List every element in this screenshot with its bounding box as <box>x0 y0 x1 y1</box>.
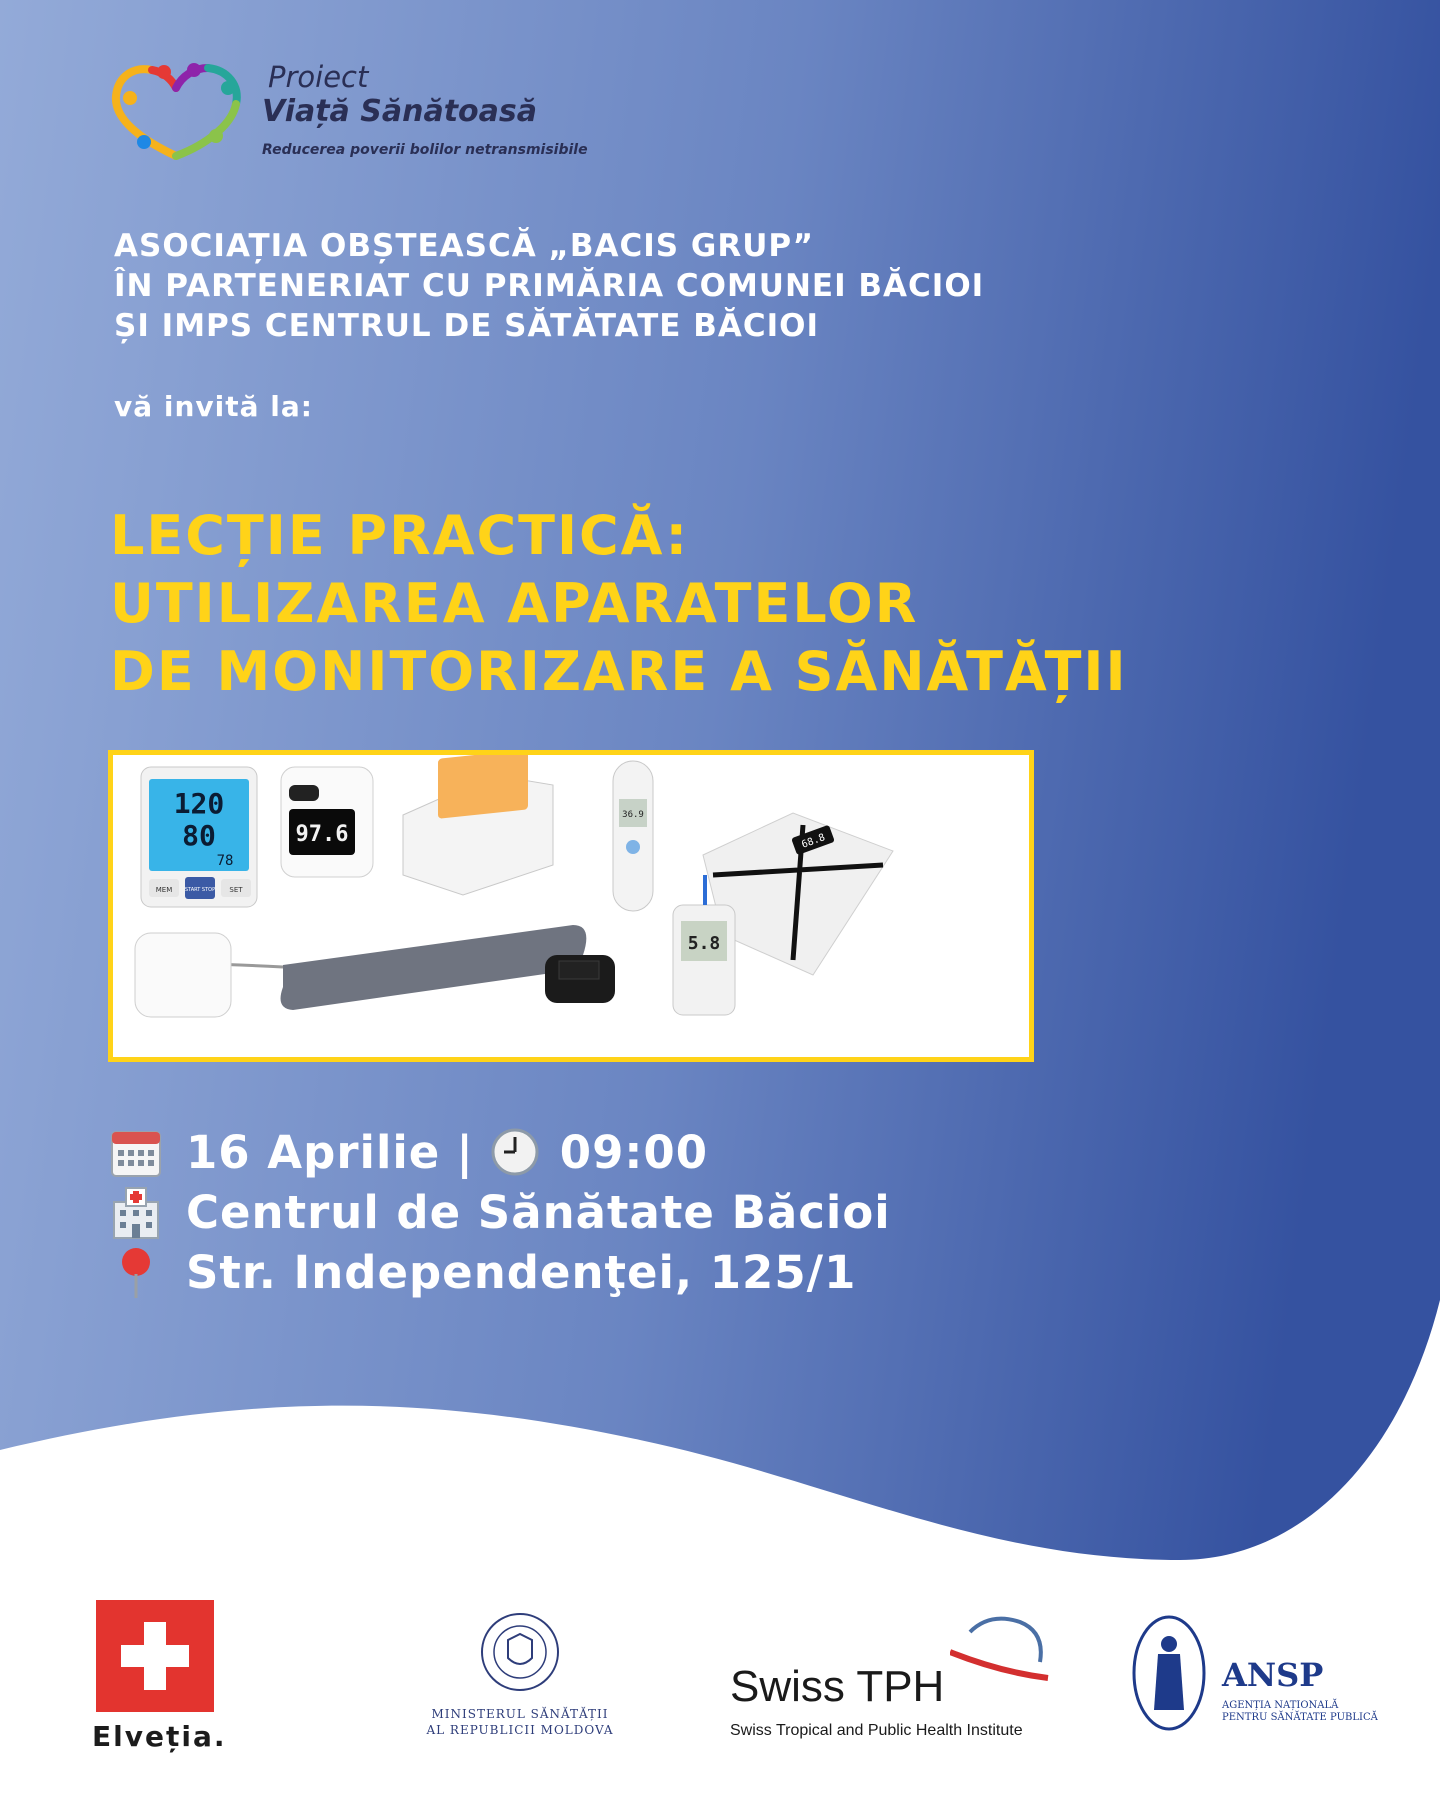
thermometer-reading: 97.6 <box>295 822 349 847</box>
pulse-oximeter-icon <box>545 955 615 1003</box>
bp-diastolic: 80 <box>182 819 216 852</box>
ministry-seal-icon <box>478 1610 562 1694</box>
pin-icon <box>108 1244 164 1300</box>
event-venue <box>108 1184 891 1240</box>
swiss-tph-title: Swiss TPH <box>730 1662 945 1711</box>
organizer-line: ASOCIAȚIA OBȘTEASCĂ „BACIS GRUP” <box>114 228 815 264</box>
logo-subtitle: Reducerea poverii bolilor netransmisibile <box>262 142 588 158</box>
clock-icon <box>490 1127 540 1177</box>
ear-thermo-reading: 36.9 <box>622 810 644 820</box>
calendar-icon <box>108 1124 164 1180</box>
scale-reading: 68.8 <box>800 832 827 851</box>
bp-button-set: SET <box>229 886 243 894</box>
ansp-line2: PENTRU SĂNĂTATE PUBLICĂ <box>1222 1712 1378 1723</box>
organizer-line: ȘI IMPS CENTRUL DE SĂTĂTATE BĂCIOI <box>114 308 820 344</box>
logo-title-line2: Viață Sănătoasă <box>262 94 537 129</box>
ansp-emblem-icon <box>1132 1614 1206 1732</box>
bp-systolic: 120 <box>173 787 225 820</box>
project-logo-icon <box>108 58 244 164</box>
headline-line: UTILIZAREA APARATELOR <box>110 572 919 635</box>
bp-button-mem: MEM <box>155 886 173 894</box>
bp-button-start: START STOP <box>184 887 216 893</box>
devices-photo <box>108 750 1034 1062</box>
logo-title-line1: Proiect <box>268 60 369 94</box>
devices-illustration <box>113 755 1029 1057</box>
event-address <box>108 1244 856 1300</box>
address: Str. Independenţei, 125/1 <box>186 1245 857 1299</box>
event-date: 16 Aprilie <box>186 1125 441 1179</box>
ansp-line1: AGENȚIA NAȚIONALĂ <box>1222 1700 1339 1711</box>
headline-line: LECȚIE PRACTICĂ: <box>110 504 690 567</box>
organizer-line: ÎN PARTENERIAT CU PRIMĂRIA COMUNEI BĂCIOI <box>114 268 985 304</box>
wall-thermometer-icon <box>281 767 373 877</box>
invite-text: vă invită la: <box>114 390 313 423</box>
swiss-label: Elveția. <box>92 1720 227 1753</box>
blood-pressure-monitor-icon <box>141 767 257 907</box>
ministry-line2: AL REPUBLICII MOLDOVA <box>426 1723 614 1737</box>
ministry-line1: MINISTERUL SĂNĂTĂȚII <box>431 1707 609 1721</box>
event-date-time <box>108 1124 708 1180</box>
ear-thermometer-icon <box>613 761 653 911</box>
glucose-reading: 5.8 <box>687 933 721 954</box>
venue-name: Centrul de Sănătate Băcioi <box>186 1185 891 1239</box>
headline-line: DE MONITORIZARE A SĂNĂTĂȚII <box>110 640 1128 703</box>
sleep-pad-icon <box>135 925 586 1017</box>
ministry-name <box>420 1706 620 1738</box>
separator: | <box>456 1125 474 1179</box>
hospital-icon <box>108 1184 164 1240</box>
ansp-title: ANSP <box>1222 1656 1324 1694</box>
bp-pulse: 78 <box>216 853 234 869</box>
swiss-tph-swoosh-icon <box>950 1612 1050 1692</box>
arm-bp-monitor-icon <box>403 755 553 895</box>
organizer-text <box>114 226 984 346</box>
event-time: 09:00 <box>559 1125 709 1179</box>
swiss-tph-subtitle: Swiss Tropical and Public Health Institute <box>730 1722 1023 1739</box>
headline <box>110 502 1128 706</box>
swiss-flag-icon <box>96 1600 214 1712</box>
ansp-subtitle <box>1222 1700 1378 1724</box>
